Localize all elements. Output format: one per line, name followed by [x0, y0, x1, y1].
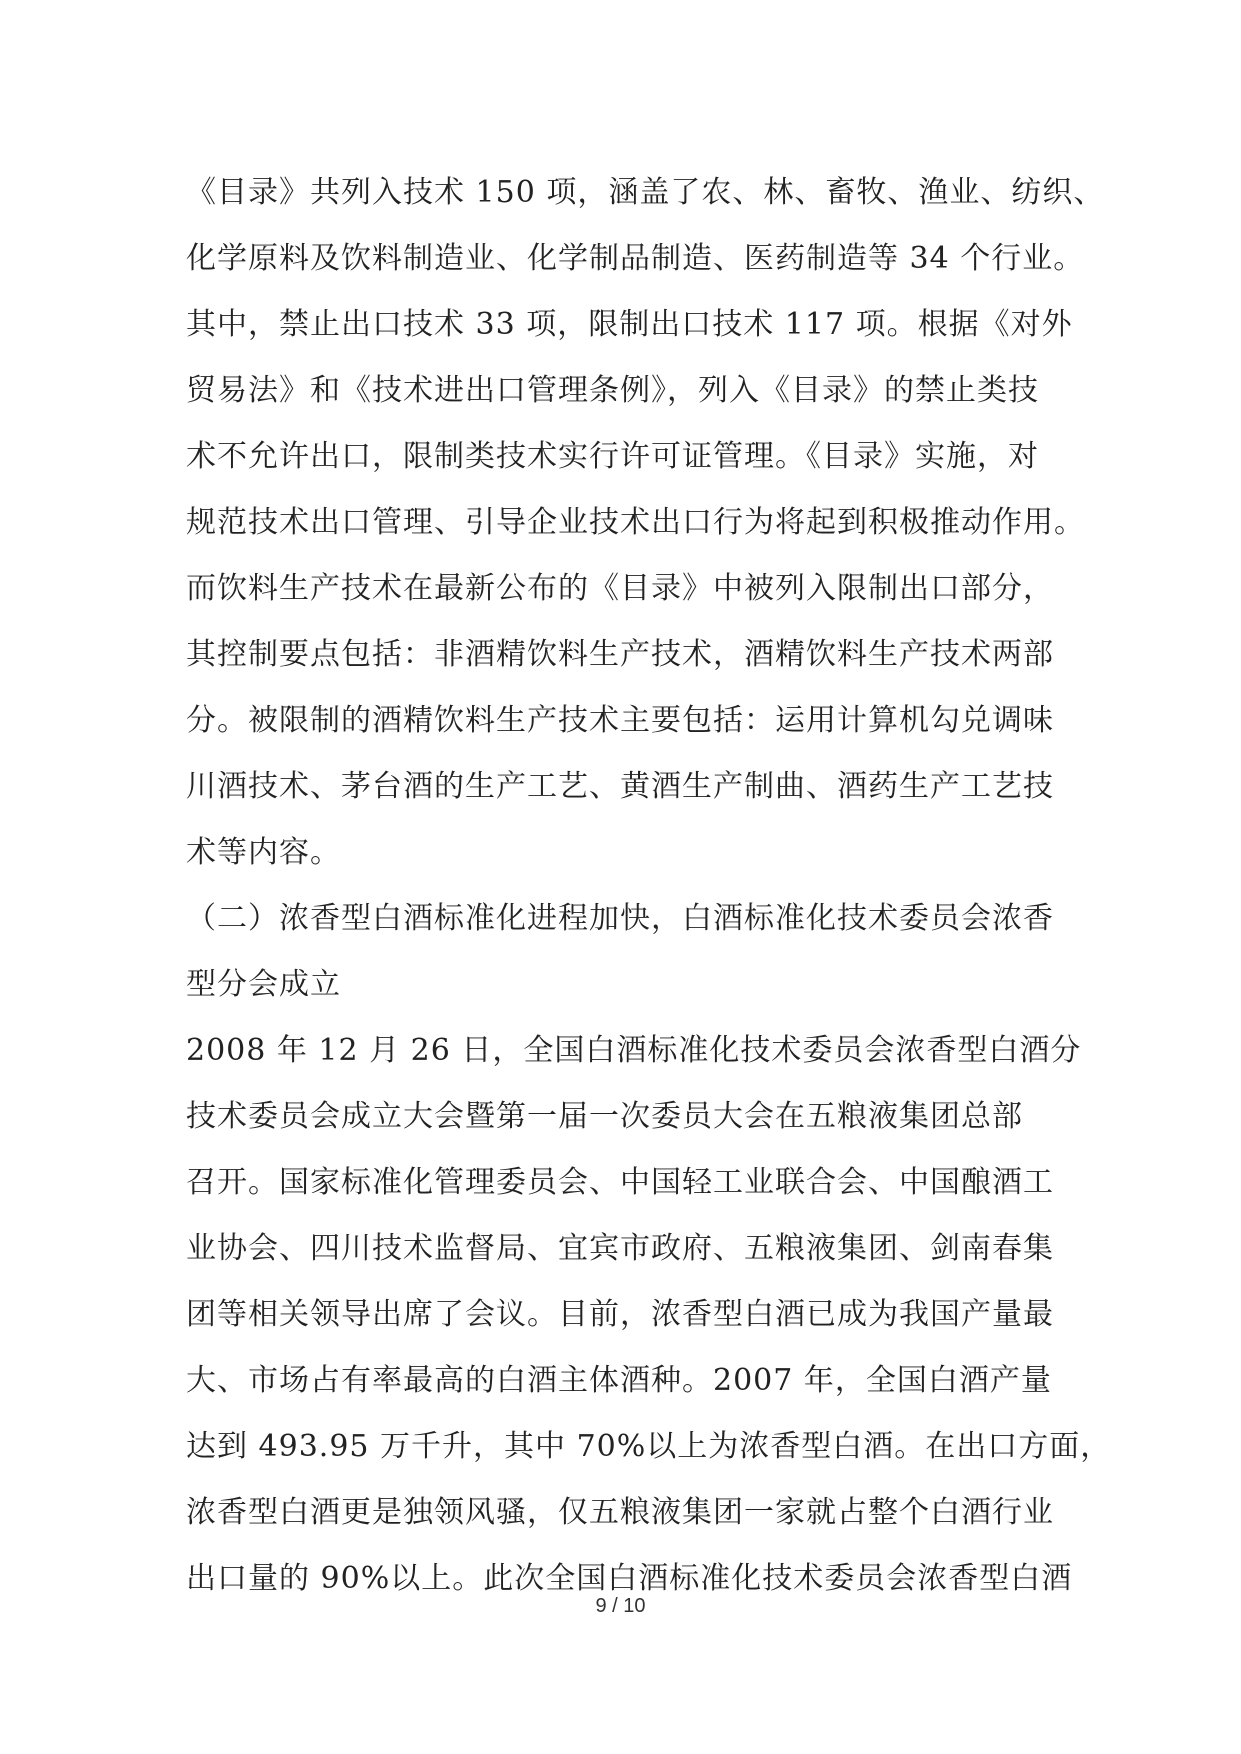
text-line: 浓香型白酒更是独领风骚，仅五粮液集团一家就占整个白酒行业	[186, 1495, 1054, 1530]
text-line: 规范技术出口管理、引导企业技术出口行为将起到积极推动作用。	[186, 505, 1085, 540]
page-number: 9 / 10	[595, 1595, 646, 1617]
text-line: 2008 年 12 月 26 日，全国白酒标准化技术委员会浓香型白酒分	[186, 1033, 1082, 1068]
text-line: 其中，禁止出口技术 33 项，限制出口技术 117 项。根据《对外	[186, 307, 1073, 342]
text-line: 而饮料生产技术在最新公布的《目录》中被列入限制出口部分，	[186, 571, 1054, 606]
text-line: 川酒技术、茅台酒的生产工艺、黄酒生产制曲、酒药生产工艺技	[186, 769, 1054, 804]
text-line: 技术委员会成立大会暨第一届一次委员大会在五粮液集团总部	[186, 1099, 1023, 1134]
text-line: 术不允许出口，限制类技术实行许可证管理。《目录》实施，对	[186, 439, 1039, 474]
section-heading-line: 型分会成立	[186, 967, 341, 1002]
text-line: 分。被限制的酒精饮料生产技术主要包括：运用计算机勾兑调味	[186, 703, 1054, 738]
text-line: 出口量的 90%以上。此次全国白酒标准化技术委员会浓香型白酒	[186, 1561, 1073, 1596]
text-line: 召开。国家标准化管理委员会、中国轻工业联合会、中国酿酒工	[186, 1165, 1054, 1200]
document-body	[186, 160, 1112, 1612]
text-line: 团等相关领导出席了会议。目前，浓香型白酒已成为我国产量最	[186, 1297, 1054, 1332]
text-line: 业协会、四川技术监督局、宜宾市政府、五粮液集团、剑南春集	[186, 1231, 1054, 1266]
text-line: 术等内容。	[186, 835, 341, 870]
text-line: 化学原料及饮料制造业、化学制品制造、医药制造等 34 个行业。	[186, 241, 1085, 276]
text-line: 《目录》共列入技术 150 项，涵盖了农、林、畜牧、渔业、纺织、	[186, 175, 1105, 210]
text-line: 大、市场占有率最高的白酒主体酒种。2007 年，全国白酒产量	[186, 1363, 1052, 1398]
text-line: 其控制要点包括：非酒精饮料生产技术，酒精饮料生产技术两部	[186, 637, 1054, 672]
text-line: 达到 493.95 万千升，其中 70%以上为浓香型白酒。在出口方面，	[186, 1429, 1112, 1464]
section-heading-line: （二）浓香型白酒标准化进程加快，白酒标准化技术委员会浓香	[186, 901, 1054, 936]
text-line: 贸易法》和《技术进出口管理条例》，列入《目录》的禁止类技	[186, 373, 1039, 408]
